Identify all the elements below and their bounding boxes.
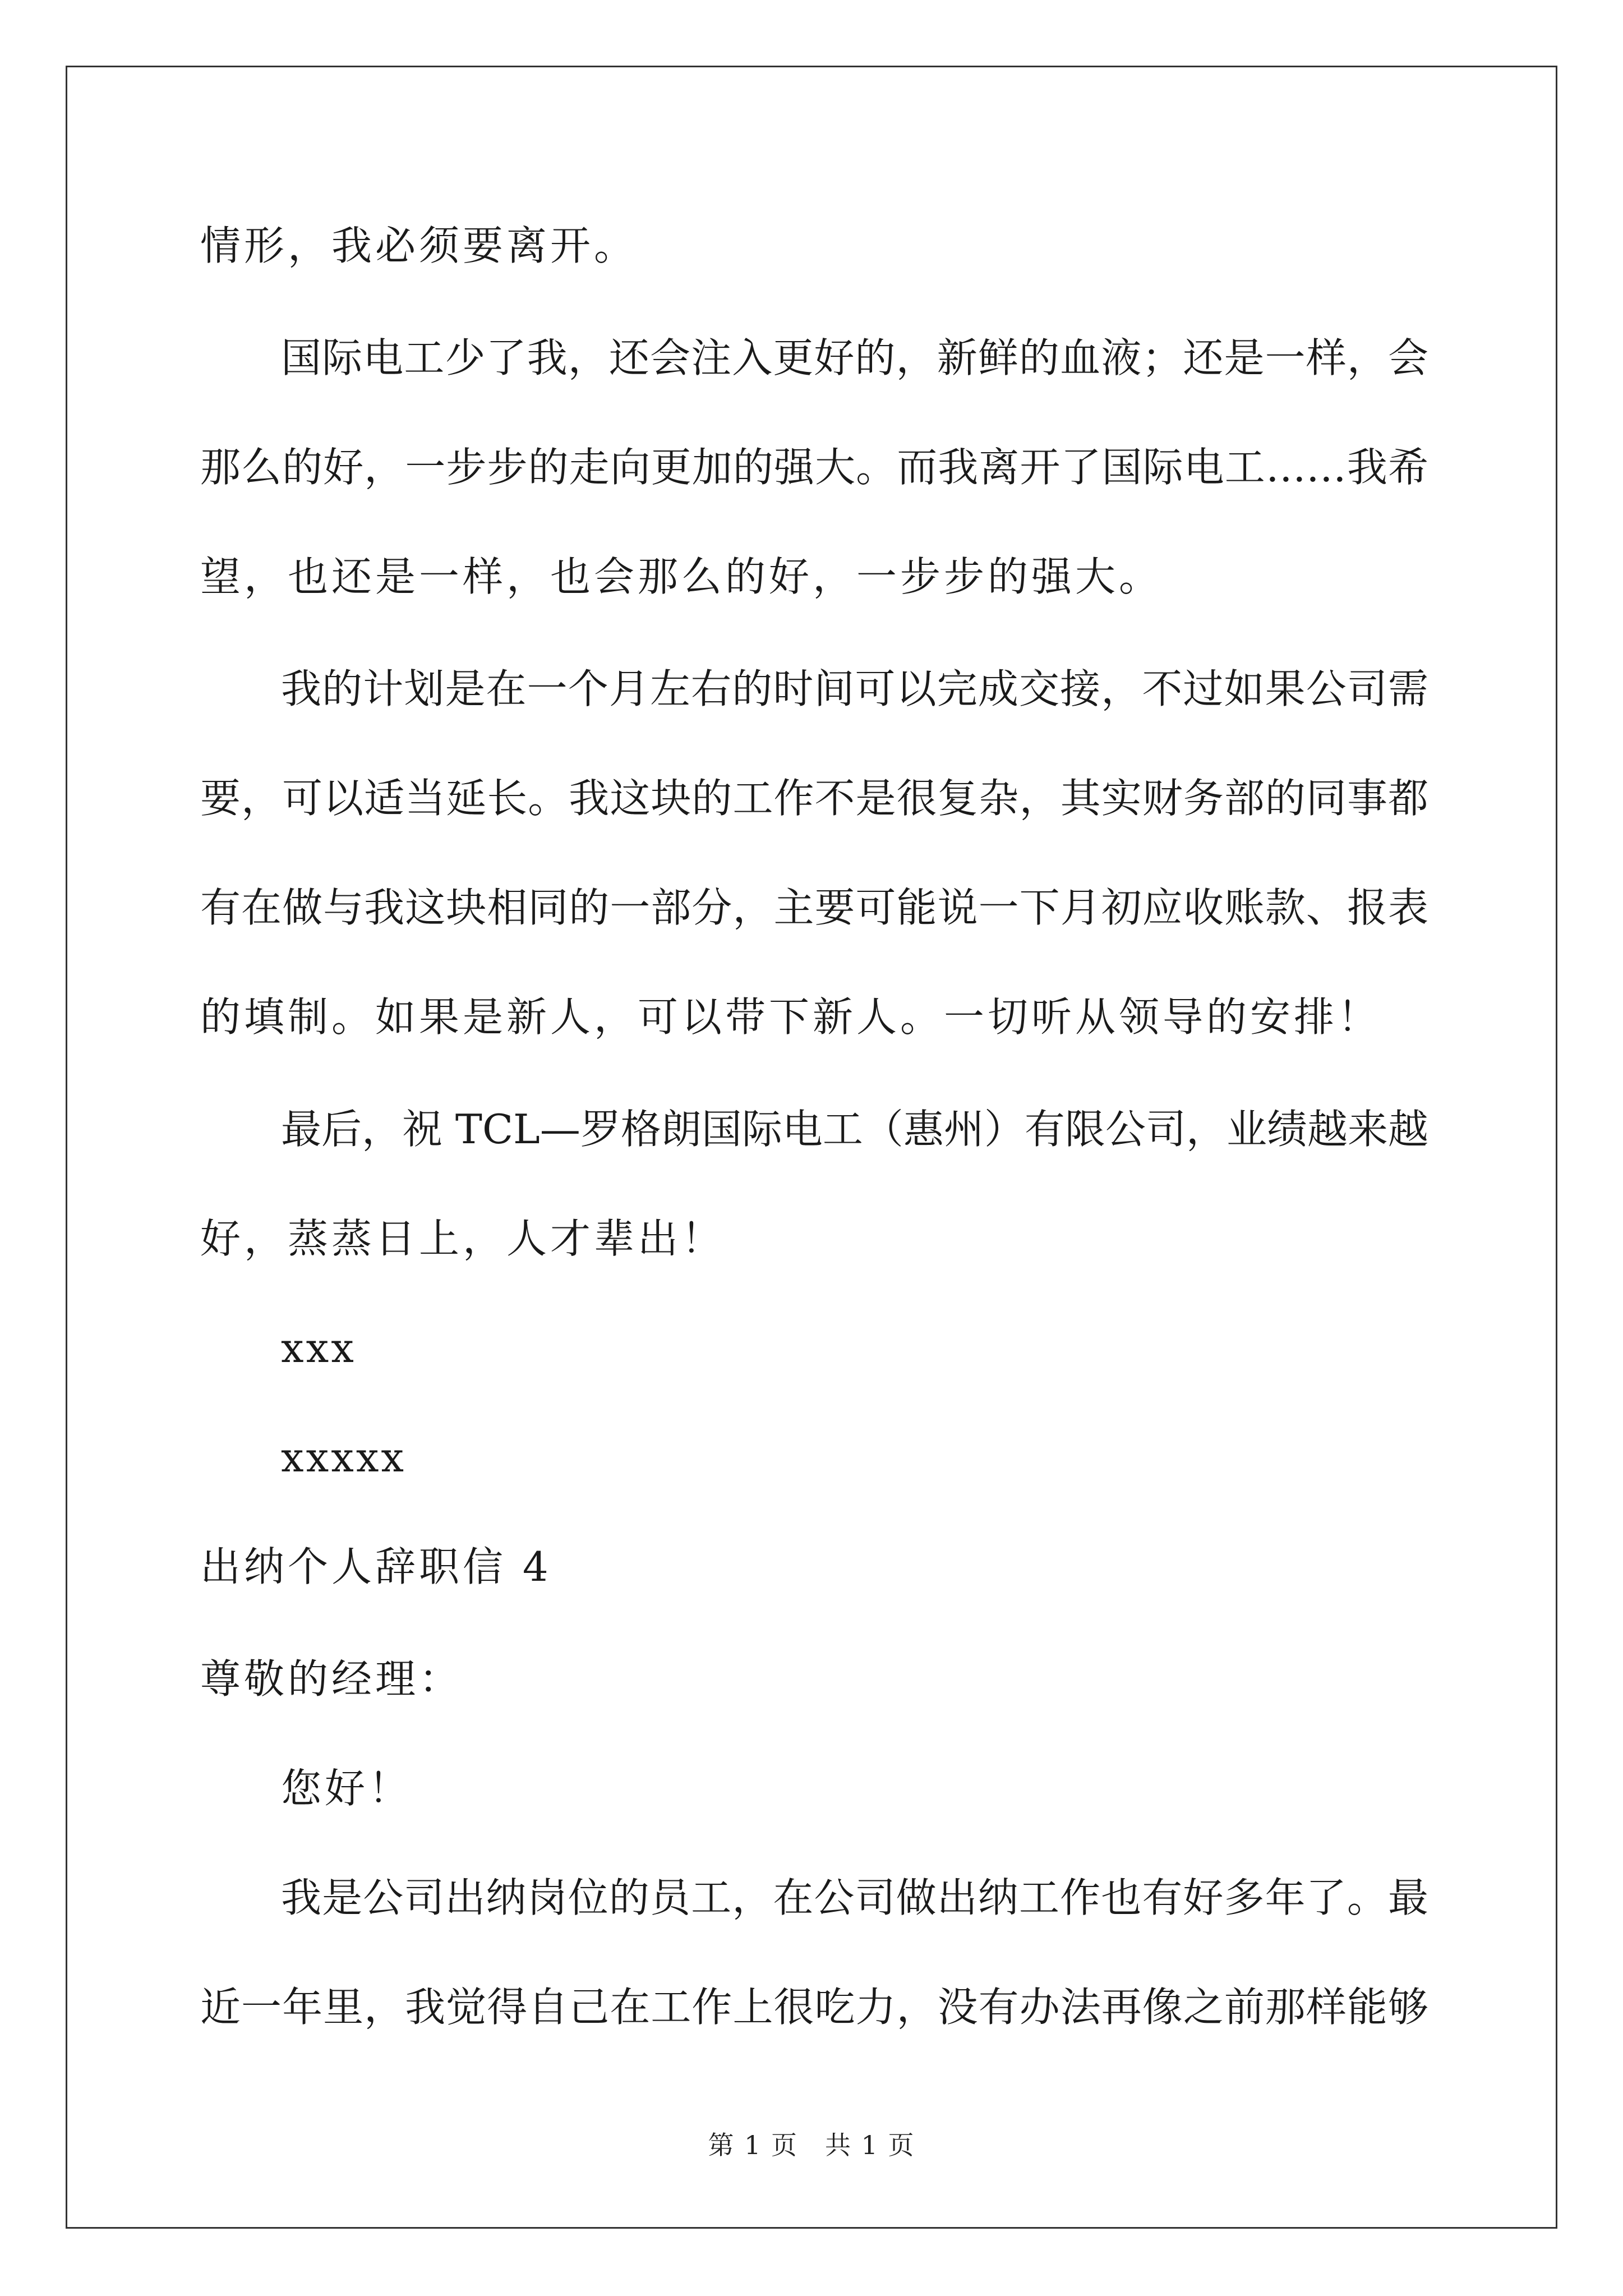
section-heading: 出纳个人辞职信 4 [200, 1543, 552, 1590]
paragraph-line: 我是公司出纳岗位的员工，在公司做出纳工作也有好多年了。最 [281, 1874, 1428, 1921]
paragraph-line: 有在做与我这块相同的一部分，主要可能说一下月初应收账款、报表 [200, 884, 1428, 931]
paragraph-line: 好，蒸蒸日上，人才辈出！ [200, 1215, 726, 1262]
paragraph-line: 望，也还是一样，也会那么的好，一步步的强大。 [200, 553, 1163, 600]
paragraph-line: 国际电工少了我，还会注入更好的，新鲜的血液；还是一样，会 [281, 334, 1428, 381]
page-footer: 第 1 页 共 1 页 [708, 2130, 915, 2160]
paragraph-line: 的填制。如果是新人，可以带下新人。一切听从领导的安排！ [200, 993, 1382, 1041]
paragraph-line: 我的计划是在一个月左右的时间可以完成交接，不过如果公司需 [281, 665, 1428, 712]
paragraph-line: 要，可以适当延长。我这块的工作不是很复杂，其实财务部的同事都 [200, 775, 1428, 822]
paragraph-line: 情形，我必须要离开。 [200, 222, 638, 269]
signature-date: xxxxx [281, 1434, 407, 1481]
greeting: 您好！ [281, 1765, 413, 1812]
paragraph-line: 近一年里，我觉得自己在工作上很吃力，没有办法再像之前那样能够 [200, 1984, 1428, 2031]
signature-name: xxx [281, 1324, 356, 1372]
paragraph-line: 最后，祝 TCL—罗格朗国际电工（惠州）有限公司，业绩越来越 [281, 1106, 1428, 1153]
salutation: 尊敬的经理： [200, 1655, 463, 1703]
paragraph-line: 那么的好，一步步的走向更加的强大。而我离开了国际电工……我希 [200, 444, 1428, 491]
